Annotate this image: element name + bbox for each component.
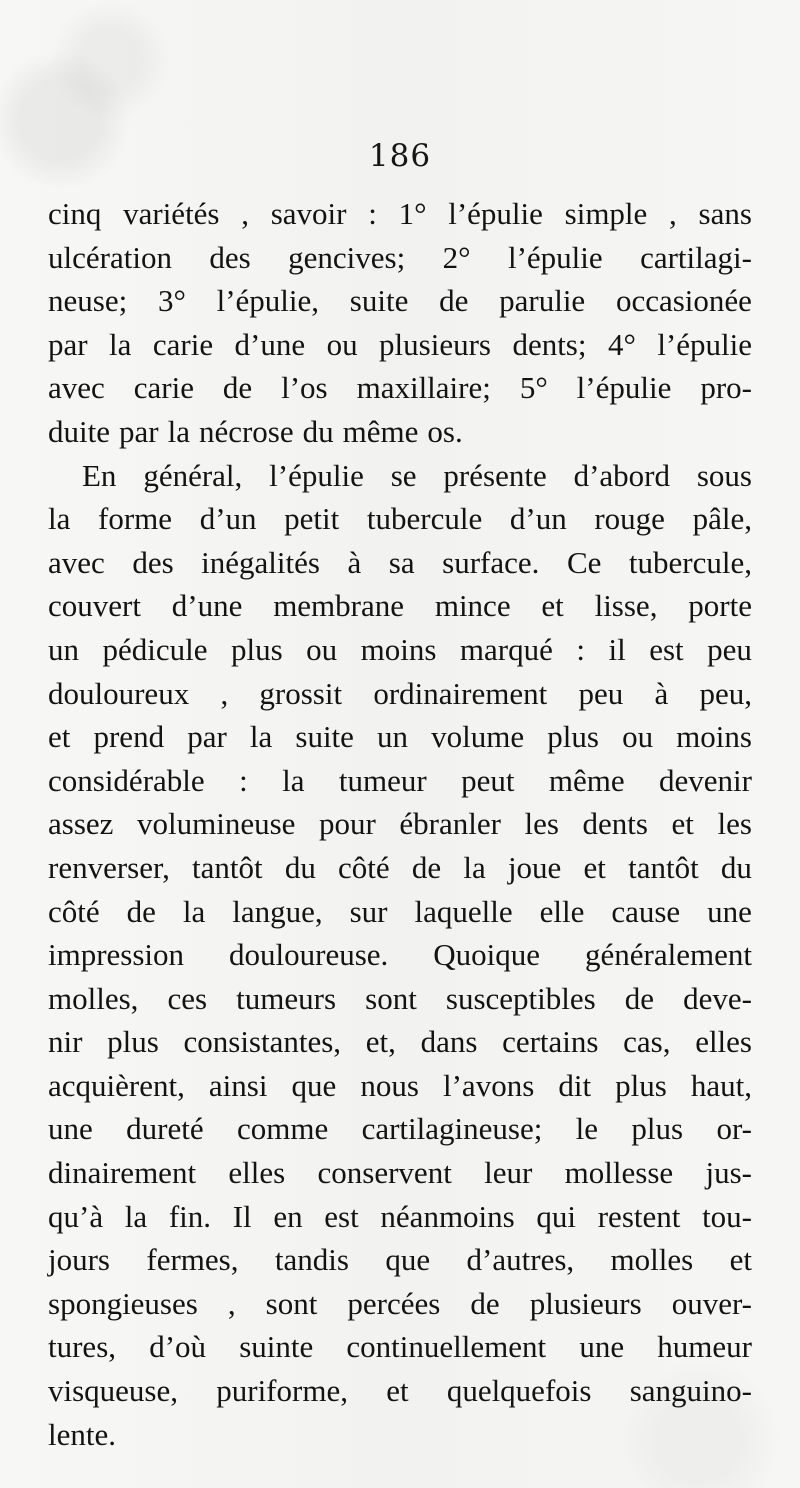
word: que xyxy=(385,1242,431,1278)
word: mince xyxy=(434,588,511,624)
word: joue xyxy=(507,849,562,885)
word: par xyxy=(48,326,88,362)
word: et xyxy=(583,849,606,885)
text-line xyxy=(48,1020,752,1064)
word: conservent xyxy=(317,1155,452,1191)
word: peu, xyxy=(699,675,752,711)
word: tumeurs xyxy=(236,980,337,1016)
word: 4° xyxy=(607,326,636,362)
text-line xyxy=(48,323,752,367)
word: de xyxy=(411,849,442,885)
word: continuellement xyxy=(346,1329,547,1365)
word: et xyxy=(671,806,694,842)
word: tumeur xyxy=(338,762,427,798)
word: une xyxy=(707,893,752,929)
word: : xyxy=(368,196,377,231)
word: pâle, xyxy=(692,501,752,537)
word: impression xyxy=(48,937,185,973)
word: plus xyxy=(631,1111,684,1147)
text-line xyxy=(48,846,752,890)
word: dureté xyxy=(126,1111,204,1147)
word: or- xyxy=(716,1111,752,1147)
word: d’un xyxy=(199,501,257,537)
word: la xyxy=(48,501,71,537)
word: sous xyxy=(696,457,752,493)
word: tandis xyxy=(274,1242,349,1278)
word: percées xyxy=(347,1285,441,1321)
word: la xyxy=(182,893,206,929)
word: pro- xyxy=(700,370,752,406)
word: l’épulie, xyxy=(216,283,320,319)
word: renverser, xyxy=(48,849,170,885)
word: puriforme, xyxy=(216,1373,348,1409)
word: avec xyxy=(48,544,105,580)
word: ou xyxy=(306,631,338,667)
word: carie xyxy=(152,326,214,362)
word: côté xyxy=(338,849,390,885)
word: douloureuse. xyxy=(229,937,389,973)
word: jours xyxy=(48,1242,110,1278)
word: Quoique xyxy=(433,937,541,973)
word: mollesse xyxy=(564,1155,674,1191)
word: la xyxy=(109,326,132,362)
word: de xyxy=(439,283,469,319)
text-line xyxy=(48,759,752,803)
word: d’une xyxy=(234,326,306,362)
text-line xyxy=(48,977,752,1021)
word: fin. xyxy=(168,1198,212,1234)
text-line xyxy=(48,279,752,323)
word: savoir xyxy=(270,196,347,231)
word: elle xyxy=(539,893,585,929)
word: l’épulie xyxy=(448,196,543,231)
text-line xyxy=(48,1064,752,1108)
word: un xyxy=(48,631,79,667)
word: suinte xyxy=(239,1329,314,1365)
word: forme xyxy=(98,501,173,537)
word: une xyxy=(48,1111,93,1147)
word: et xyxy=(386,1373,409,1409)
word: spongieuses xyxy=(48,1285,198,1321)
page-number: 186 xyxy=(368,138,432,174)
word: 1° xyxy=(398,196,427,231)
word: la xyxy=(124,1198,148,1234)
text-line xyxy=(48,628,752,672)
word: tou- xyxy=(702,1198,752,1234)
word: plusieurs xyxy=(379,326,491,362)
word: duite xyxy=(48,413,110,449)
text-line xyxy=(48,366,752,410)
word: les xyxy=(524,806,559,842)
text-line xyxy=(48,1325,752,1369)
text-line xyxy=(48,1238,752,1282)
word: l’avons xyxy=(443,1067,535,1103)
word: dit xyxy=(558,1067,592,1103)
word: 3° xyxy=(157,283,186,319)
word: d’abord xyxy=(573,457,670,493)
word: fermes, xyxy=(146,1242,239,1278)
word: et, xyxy=(365,1024,396,1060)
word: plus xyxy=(547,719,599,755)
word: est xyxy=(649,631,684,667)
word: devenir xyxy=(659,762,752,798)
text-line xyxy=(48,410,752,454)
word: sa xyxy=(388,544,415,580)
text-line xyxy=(48,192,752,236)
word: neuse; xyxy=(48,283,128,319)
word: les xyxy=(717,806,752,842)
text-line xyxy=(48,1107,752,1151)
word: tures, xyxy=(48,1329,117,1365)
word: molles, xyxy=(48,980,139,1016)
word: et xyxy=(48,719,71,755)
word: prend xyxy=(93,719,165,755)
word: par xyxy=(119,413,159,449)
word: lisse, xyxy=(594,588,658,624)
word: sanguino- xyxy=(629,1373,752,1409)
word: sans xyxy=(698,196,752,231)
word: 2° xyxy=(442,239,471,275)
word: , xyxy=(227,1285,236,1321)
word: du xyxy=(302,413,334,449)
word: inégalités xyxy=(201,544,320,580)
word: plus xyxy=(230,631,283,667)
word: la xyxy=(249,719,273,755)
word: d’où xyxy=(149,1329,207,1365)
text-line xyxy=(48,454,752,498)
word: consistantes, xyxy=(183,1024,342,1060)
word: elles xyxy=(695,1024,752,1060)
text-line xyxy=(48,497,752,541)
word: dents xyxy=(582,806,648,842)
body-text xyxy=(48,192,752,1456)
word: haut, xyxy=(690,1067,752,1103)
word: qu’à xyxy=(48,1198,104,1234)
word: lente. xyxy=(48,1416,116,1452)
word: variétés xyxy=(123,196,220,231)
word: qui xyxy=(536,1198,577,1234)
word: il xyxy=(608,631,626,667)
word: peu xyxy=(578,675,624,711)
word: tantôt xyxy=(628,849,699,885)
word: tubercule xyxy=(366,501,483,537)
text-line xyxy=(48,1413,752,1457)
word: restent xyxy=(597,1198,681,1234)
word: l’os xyxy=(281,370,328,406)
word: leur xyxy=(484,1155,533,1191)
word: nécrose xyxy=(198,413,294,449)
word: parulie xyxy=(499,283,586,319)
text-line xyxy=(48,1151,752,1195)
word: nir xyxy=(48,1024,83,1060)
word: cartilagi- xyxy=(640,239,752,275)
word: l’épulie xyxy=(576,370,672,406)
word: sur xyxy=(349,893,388,929)
word: sont xyxy=(365,980,417,1016)
word: est xyxy=(324,1198,359,1234)
word: sont xyxy=(265,1285,318,1321)
word: une xyxy=(579,1329,625,1365)
word: ulcération xyxy=(48,239,172,275)
word: cas, xyxy=(623,1024,671,1060)
word: ces xyxy=(167,980,208,1016)
text-line xyxy=(48,1282,752,1326)
word: d’une xyxy=(171,588,243,624)
word: plus xyxy=(615,1067,667,1103)
word: En xyxy=(82,457,117,493)
word: l’épulie xyxy=(269,457,364,493)
word: volumineuse xyxy=(136,806,296,842)
word: os. xyxy=(427,413,463,449)
word: cause xyxy=(611,893,681,929)
word: jus- xyxy=(705,1155,752,1191)
word: ainsi xyxy=(208,1067,268,1103)
text-line xyxy=(48,672,752,716)
text-line xyxy=(48,541,752,585)
word: l’épulie xyxy=(657,326,752,362)
word: acquièrent, xyxy=(48,1067,185,1103)
word: : xyxy=(239,762,248,798)
word: la xyxy=(282,762,305,798)
word: et xyxy=(729,1242,752,1278)
word: surface. xyxy=(442,544,540,580)
word: , xyxy=(241,196,249,231)
word: la xyxy=(463,849,486,885)
word: 5° xyxy=(519,370,548,406)
word: en xyxy=(273,1198,303,1234)
word: l’épulie xyxy=(507,239,603,275)
text-line xyxy=(48,1195,752,1239)
word: pour xyxy=(318,806,376,842)
word: à xyxy=(347,544,362,580)
word: laquelle xyxy=(414,893,513,929)
word: se xyxy=(390,457,417,493)
word: susceptibles xyxy=(445,980,596,1016)
text-line xyxy=(48,890,752,934)
word: un xyxy=(377,719,409,755)
word: considérable xyxy=(48,762,205,798)
word: par xyxy=(187,719,227,755)
word: tantôt xyxy=(192,849,263,885)
word: cinq xyxy=(48,196,102,231)
word: le xyxy=(575,1111,599,1147)
word: : xyxy=(576,631,585,667)
word: marqué xyxy=(459,631,553,667)
word: des xyxy=(209,239,251,275)
word: dents; xyxy=(512,326,587,362)
word: porte xyxy=(688,588,752,624)
word: moins xyxy=(676,719,752,755)
word: Ce xyxy=(566,544,602,580)
word: de xyxy=(470,1285,500,1321)
word: de xyxy=(624,980,655,1016)
word: général, xyxy=(143,457,243,493)
word: nous xyxy=(360,1067,419,1103)
text-line xyxy=(48,933,752,977)
word: volume xyxy=(431,719,525,755)
word: simple xyxy=(564,196,648,231)
word: humeur xyxy=(657,1329,752,1365)
word: d’autres, xyxy=(466,1242,575,1278)
word: côté xyxy=(48,893,100,929)
word: carie xyxy=(133,370,194,406)
word: ou xyxy=(622,719,654,755)
word: ébranler xyxy=(399,806,501,842)
word: de xyxy=(126,893,156,929)
word: de xyxy=(222,370,253,406)
text-line xyxy=(48,715,752,759)
word: présente xyxy=(443,457,547,493)
word: assez xyxy=(48,806,114,842)
word: la xyxy=(167,413,190,449)
word: rouge xyxy=(594,501,665,537)
word: que xyxy=(291,1067,337,1103)
word: comme xyxy=(236,1111,329,1147)
word: néanmoins xyxy=(380,1198,515,1234)
word: d’un xyxy=(509,501,567,537)
word: suite xyxy=(349,283,409,319)
word: molles xyxy=(610,1242,694,1278)
word: moins xyxy=(360,631,437,667)
word: occasionée xyxy=(615,283,752,319)
word: , xyxy=(220,675,229,711)
word: peu xyxy=(707,631,752,667)
word: pédicule xyxy=(102,631,208,667)
word: du xyxy=(284,849,316,885)
word: et xyxy=(541,588,564,624)
word: du xyxy=(720,849,752,885)
word: dans xyxy=(420,1024,478,1060)
text-line xyxy=(48,236,752,280)
word: couvert xyxy=(48,588,141,624)
word: grossit xyxy=(259,675,343,711)
text-line xyxy=(48,802,752,846)
word: visqueuse, xyxy=(48,1373,179,1409)
word: deve- xyxy=(683,980,752,1016)
word: ordinairement xyxy=(373,675,548,711)
word: maxillaire; xyxy=(356,370,491,406)
word: tubercule, xyxy=(628,544,752,580)
word: certains xyxy=(502,1024,599,1060)
word: quelquefois xyxy=(446,1373,592,1409)
word: plus xyxy=(107,1024,159,1060)
word: même xyxy=(342,413,419,449)
word: des xyxy=(132,544,174,580)
word: généralement xyxy=(585,937,752,973)
word: elles xyxy=(228,1155,286,1191)
word: douloureux xyxy=(48,675,190,711)
word: ouver- xyxy=(671,1285,752,1321)
word: membrane xyxy=(273,588,405,624)
word: petit xyxy=(284,501,340,537)
word: cartilagineuse; xyxy=(361,1111,543,1147)
word: peut xyxy=(461,762,515,798)
word: dinairement xyxy=(48,1155,197,1191)
word: Il xyxy=(232,1198,252,1234)
word: suite xyxy=(295,719,354,755)
text-line xyxy=(48,584,752,628)
word: avec xyxy=(48,370,105,406)
word: , xyxy=(669,196,677,231)
word: langue, xyxy=(232,893,323,929)
text-line xyxy=(48,1369,752,1413)
word: plusieurs xyxy=(529,1285,642,1321)
word: même xyxy=(548,762,625,798)
word: gencives; xyxy=(288,239,406,275)
word: à xyxy=(654,675,669,711)
word: ou xyxy=(326,326,358,362)
